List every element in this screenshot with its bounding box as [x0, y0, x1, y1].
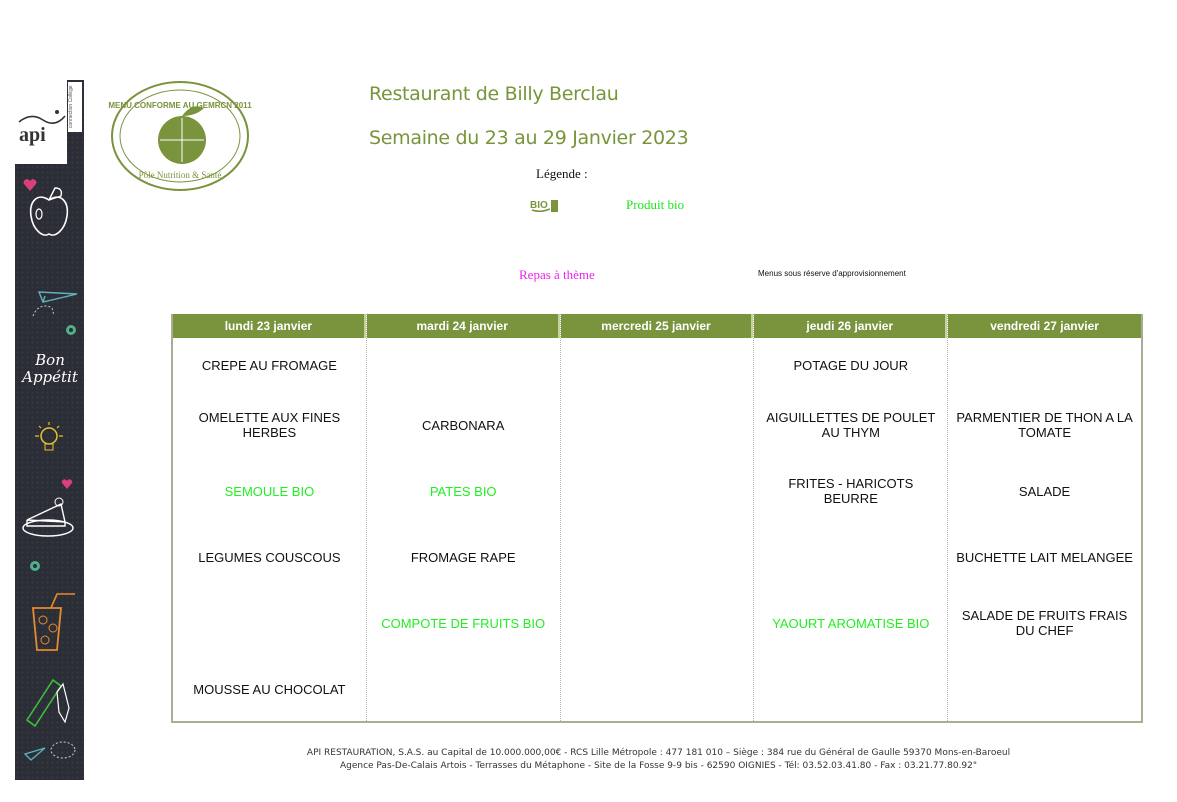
paper-plane-icon: [31, 276, 81, 316]
gemrcn-seal-logo: [108, 80, 252, 192]
drink-cup-icon: [27, 590, 77, 654]
dish: CARBONARA: [422, 418, 505, 433]
apple-icon: [27, 184, 71, 240]
logo-side-text: connection Collège: [68, 82, 82, 132]
dish: FROMAGE RAPE: [410, 550, 516, 565]
seal-top-text: MENU CONFORME AU GEMRCN 2011: [108, 101, 252, 110]
pencil-icon: [23, 664, 79, 728]
weekly-menu-table: [171, 314, 1143, 723]
dish: LEGUMES COUSCOUS: [198, 550, 341, 565]
flower-icon: [29, 560, 41, 572]
day-column-thursday: [754, 314, 948, 721]
bon-appetit-tagline: [18, 352, 82, 386]
flower-icon: [65, 324, 77, 336]
api-logo: [15, 80, 67, 164]
heart-icon: [61, 478, 73, 490]
day-column-wednesday: [561, 314, 755, 721]
dish-bio: YAOURT AROMATISE BIO: [772, 616, 930, 631]
lightbulb-icon: [31, 420, 67, 460]
decorative-sidebar-strip: [15, 80, 84, 780]
legend-bio-text: Produit bio: [626, 197, 685, 212]
dish: MOUSSE AU CHOCOLAT: [193, 682, 346, 697]
day-column-friday: [948, 314, 1141, 721]
dish: SALADE DE FRUITS FRAIS DU CHEF: [961, 608, 1128, 638]
logo-text: api: [19, 124, 46, 146]
company-footer: [0, 747, 1177, 773]
cake-icon: [21, 494, 75, 538]
tagline-line-1: Bon: [35, 351, 65, 369]
dish: PARMENTIER DE THON A LA TOMATE: [956, 410, 1133, 440]
day-header: mercredi 25 janvier: [561, 314, 754, 338]
restaurant-title: Restaurant de Billy Berclau: [369, 83, 619, 105]
dish: BUCHETTE LAIT MELANGEE: [956, 550, 1133, 565]
dish-bio: PATES BIO: [429, 484, 497, 499]
footer-line-1: API RESTAURATION, S.A.S. au Capital de 10.000.000,00€ - RCS Lille Métropole : 477 181 010 – Siège : 384 rue du Général de Gaulle 59370 Mons-en-Baroeul: [306, 748, 1011, 758]
footer-line-2: Agence Pas-De-Calais Artois - Terrasses du Métaphone - Site de la Fosse 9-9 bis - 62590 OIGNIES - Tél: 03.52.03.41.80 - Fax : 03.21.77.80.92": [339, 761, 978, 771]
day-column-monday: [173, 314, 367, 721]
seal-bottom-text: Pôle Nutrition & Santé: [138, 170, 222, 180]
legend-theme-text: Repas à thème: [519, 267, 595, 282]
supply-reserve-note: Menus sous réserve d'approvisionnement: [758, 269, 906, 278]
day-header: mardi 24 janvier: [367, 314, 560, 338]
dish-bio: SEMOULE BIO: [224, 484, 315, 499]
svg-text:BIO: BIO: [530, 200, 548, 211]
dish: CREPE AU FROMAGE: [201, 358, 337, 373]
bio-icon: [530, 197, 560, 213]
tagline-line-2: Appétit: [22, 368, 78, 386]
day-header: lundi 23 janvier: [173, 314, 366, 338]
day-header: jeudi 26 janvier: [754, 314, 947, 338]
day-header: vendredi 27 janvier: [948, 314, 1141, 338]
week-title: Semaine du 23 au 29 Janvier 2023: [369, 127, 689, 149]
dish: FRITES - HARICOTS BEURRE: [788, 476, 914, 506]
dish: OMELETTE AUX FINES HERBES: [198, 410, 341, 440]
dish: POTAGE DU JOUR: [793, 358, 909, 373]
day-column-tuesday: [367, 314, 561, 721]
dish-bio: COMPOTE DE FRUITS BIO: [381, 616, 546, 631]
legend-label: Légende :: [536, 166, 588, 181]
dish: SALADE: [1018, 484, 1071, 499]
dish: AIGUILLETTES DE POULET AU THYM: [766, 410, 936, 440]
